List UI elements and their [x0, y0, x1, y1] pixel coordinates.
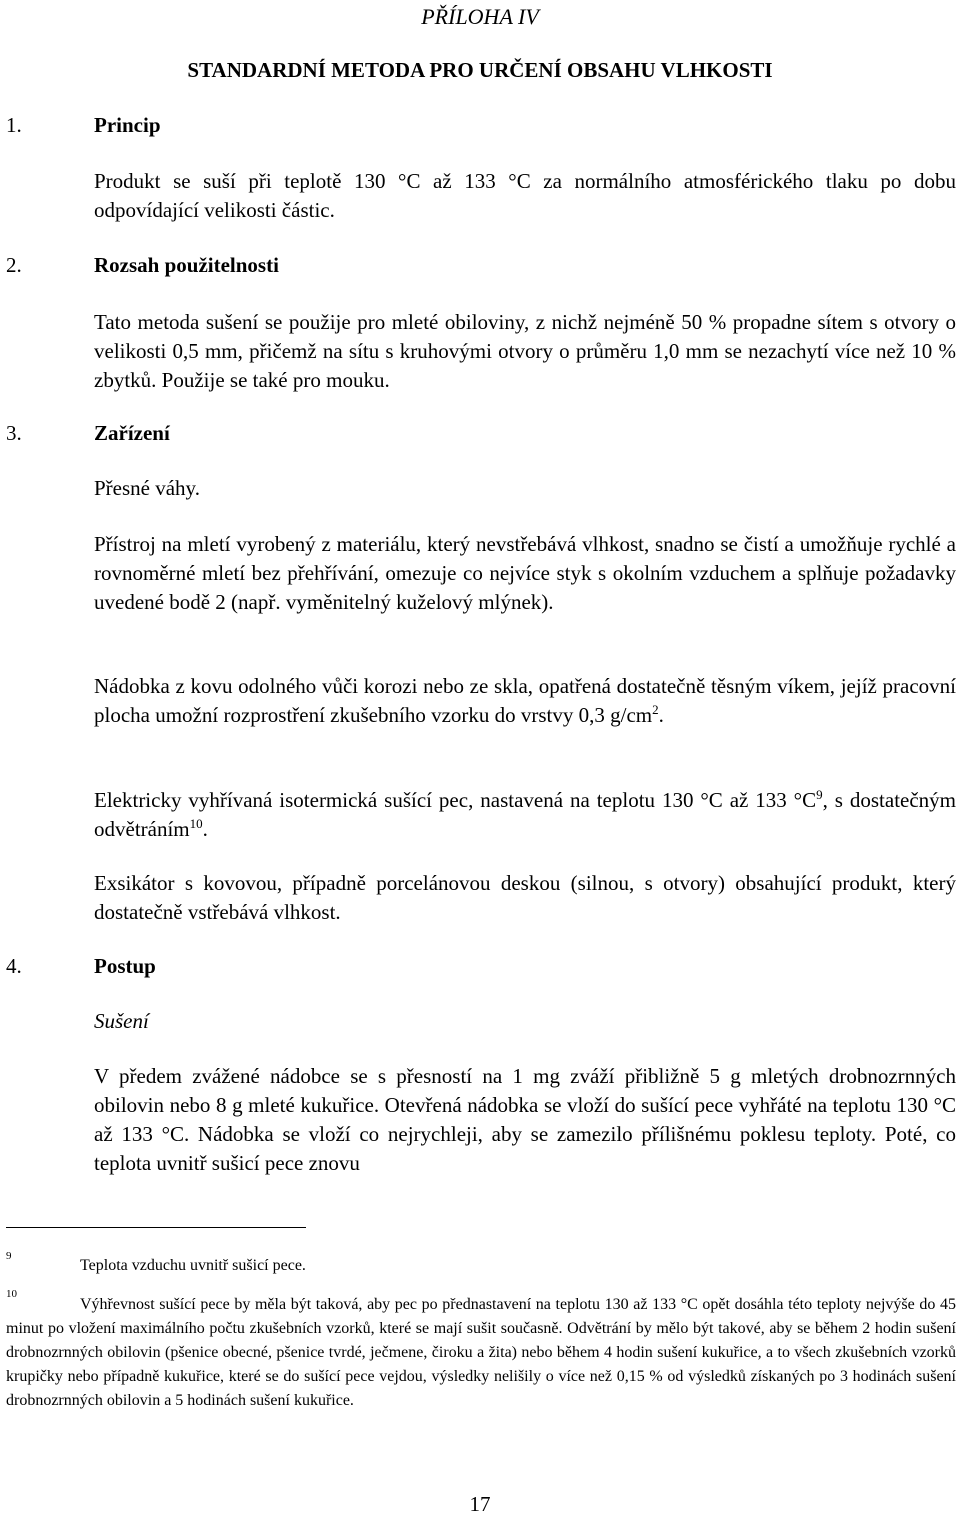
footnote-10-text: Výhřevnost sušící pece by měla být taková, aby pec po přednastavení na teplotu 130 až 133 °C opět dosáhla této teploty nejvýše do 45 minut po vložení maximálního počtu zkušebních vzorků, které se mají sušit současně. Odvětrání by mělo být takové, aby se během 2 hodin sušení drobnozrnných obilovin (pšenice obecné, pšenice tvrdé, ječmene, čiroku a žita) nebo během 4 hodin sušení kukuřice, a to všech zkušebních vzorků krupičky nebo případně kukuřice, které se do sušící pece vejdou, výsledky nelišily o více než 0,15 % od výsledků získaných po 3 hodinách sušení drobnozrnných obilovin a 5 hodinách sušení kukuřice. [6, 1296, 956, 1409]
footnote-9-number: 9 [6, 1250, 12, 1262]
equipment-desiccator: Exsikátor s kovovou, případně porcelánovou deskou (silnou, s otvory) obsahující produkt, který dostatečně vstřebává vlhkost. [94, 871, 956, 924]
footnote-separator [6, 1227, 306, 1228]
footnote-ref-9: 9 [816, 787, 823, 802]
section-2-number: 2. [6, 253, 22, 277]
equipment-mill: Přístroj na mletí vyrobený z materiálu, který nevstřebává vlhkost, snadno se čistí a umožňuje rychlé a rovnoměrné mletí bez přehřívání, omezuje co nejvíce styk s okolním vzduchem a splňuje požadavky uvedené bodě 2 (např. vyměnitelný kuželový mlýnek). [94, 532, 956, 614]
footnote-ref-10: 10 [189, 816, 203, 831]
page-number: 17 [469, 1492, 491, 1516]
section-2-paragraph: Tato metoda sušení se použije pro mleté obiloviny, z nichž nejméně 50 % propadne sítem s otvory o velikosti 0,5 mm, přičemž na sítu s kruhovými otvory o průměru 1,0 mm se nezachytí více než 10 % zbytků. Použije se také pro mouku. [94, 310, 956, 392]
section-4-paragraph: V předem zvážené nádobce se s přesností na 1 mg zváží přibližně 5 g mletých drobnozrnných obilovin nebo 8 g mleté kukuřice. Otevřená nádobka se vloží do sušící pece vyhřáté na teplotu 130 °C až 133 °C. Nádobka se vloží co nejrychleji, aby se zamezilo přílišnému poklesu teploty. Poté, co teplota uvnitř sušicí pece znovu [94, 1064, 956, 1175]
subsection-drying: Sušení [94, 1009, 149, 1033]
section-4-heading: Postup [94, 954, 156, 978]
section-3-heading: Zařízení [94, 421, 170, 445]
equipment-dish-superscript: 2 [652, 702, 659, 717]
document-title: STANDARDNÍ METODA PRO URČENÍ OBSAHU VLHKOSTI [187, 58, 773, 82]
equipment-scales: Přesné váhy. [94, 476, 200, 500]
footnote-9-text: Teplota vzduchu uvnitř sušicí pece. [80, 1257, 306, 1274]
equipment-oven-text: Elektricky vyhřívaná isotermická sušící pec, nastavená na teplotu 130 °C až 133 °C [94, 788, 817, 812]
section-1-heading: Princip [94, 113, 161, 137]
section-1-number: 1. [6, 113, 22, 137]
section-4-number: 4. [6, 954, 22, 978]
equipment-oven-text-2: , s dostatečným odvětráním [94, 788, 957, 841]
annex-label: PŘÍLOHA IV [421, 4, 539, 29]
section-1-paragraph: Produkt se suší při teplotě 130 °C až 133 °C za normálního atmosférického tlaku po dobu odpovídající velikosti částic. [94, 169, 956, 222]
equipment-oven-end: . [202, 817, 208, 841]
section-2-heading: Rozsah použitelnosti [94, 253, 279, 277]
equipment-dish [94, 672, 956, 730]
equipment-dish-end: . [658, 703, 664, 727]
section-3-number: 3. [6, 421, 22, 445]
equipment-dish-text: Nádobka z kovu odolného vůči korozi nebo ze skla, opatřená dostatečně těsným víkem, jejíž pracovní plocha umožní rozprostření zkušebního vzorku do vrstvy 0,3 g/cm [94, 674, 956, 727]
equipment-oven [94, 786, 956, 844]
footnote-10-number: 10 [6, 1288, 17, 1300]
